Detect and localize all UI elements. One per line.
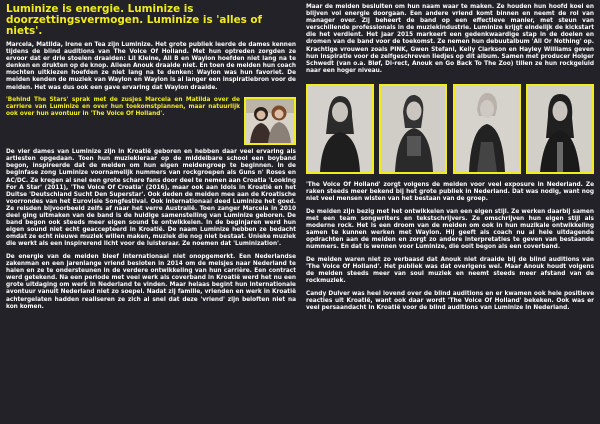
left-column bbox=[6, 0, 296, 316]
anouk-paragraph: De meiden waren niet zo verbaasd dat Anouk niet draaide bij de blind auditions van 'The Voice Of Holland'. Het publiek was dat overigens wel. Maar Anouk houdt volgens de meiden steeds meer van soul muziek en neemt steeds meer afstand van de rockmuziek. bbox=[306, 256, 594, 285]
netherlands-paragraph: De energie van de meiden bleef internationaal niet onopgemerkt. Een Nederlandse zakenman en een jarenlange vriend besloten in 2014 om de meisjes naar Nederland te halen en ze te ondersteunen in de verdere ontwikkeling van hun carrière. Een contract werd getekend. Na een periode met veel werk als coverband in Kroatië werd het nu een grote uitdaging om werk in Nederland te vinden. Maar helaas begint hun internationale avontuur vanuit Nederland niet zo soepel. Nadat zij familie, vrienden en werk in Kroatië achtergelaten hadden realiseren ze zich al snel dat deze 'vriend' zijn beloften niet na kon komen. bbox=[6, 253, 296, 310]
reactions-paragraph: Candy Dulver was heel lovend over de blind auditions en er kwamen ook hele positieve reacties uit Kroatië, want ook daar wordt 'The Voice Of Holland' bekeken. Ook was er veel persaandacht in Kroatië voor de blind auditions van Luminize in Nederland. bbox=[306, 290, 594, 311]
album-paragraph: Maar de meiden besluiten om hun naam waar te maken. Ze houden hun hoofd koel en blijven vol energie doorgaan. Een andere vriend komt binnen en neemt de rol van manager over. Zij beheert de band op een effectieve manier, met steun van verschillende professionals in de muziekindustrie. Luminize krijgt eindelijk de kickstart die het verdient. Het jaar 2015 markeert een gedenkwaardige stap in de doelen en dromen van de band voor de toekomst. Ze nemen hun debuutalbum 'All Or Nothing' op. Krachtige vrouwen zoals PINK, Gwen Stefani, Kelly Clarkson en Hayley Williams geven hun inspiratie voor de zelfgeschreven liedjes op dit album. Samen met producer Holger Schwedt (van o.a. Bløf, Di-rect, Anouk en Go Back To The Zoo) tillen ze hun rockgeluid naar een hoger niveau. bbox=[306, 4, 594, 74]
sisters-photo bbox=[244, 97, 296, 145]
member-photo-2 bbox=[379, 84, 447, 174]
exposure-paragraph: 'The Voice Of Holland' zorgt volgens de meiden voor veel exposure in Nederland. Ze raken steeds meer bekend bij het grote publiek in Nederland. Dat was nodig, want nog niet veel mensen wisten van het bestaan van de groep. bbox=[306, 181, 594, 203]
feature-block bbox=[6, 97, 296, 145]
member-photo-4 bbox=[526, 84, 594, 174]
member-photos bbox=[306, 84, 594, 174]
right-column bbox=[306, 0, 594, 317]
article-title: Luminize is energie. Luminize is doorzettingsvermogen. Luminize is 'alles of niets'. bbox=[6, 3, 263, 37]
history-paragraph: De vier dames van Luminize zijn in Kroatië geboren en hebben daar veel ervaring als artiesten opgedaan. Toen hun muziekleraar op de middelbare school een boyband begon, inspireerde dat de meiden om hun eigen meidengroep te beginnen. In de beginfase zong Luminize voornamelijk nummers van rockgroepen als Guns n' Roses en AC/DC. Ze kregen al snel een grote schare fans door deel te nemen aan Croatia 'Looking For A Star' (2011), 'The Voice Of Croatia' (2016), maar ook aan Idols in Kroatië en het Duitse 'Deutschland Sucht Den Superstar'. Ook deden de meiden mee aan de Kroatische voorrondes van het Eurovisie Songfestival. Ook internationaal deed Luminize het goed. Ze reisden bijvoorbeeld zelfs af naar het verre Australië. Toen zanger Marcela in 2010 deel ging uitmaken van de band is de huidige samenstelling van Luminize geboren. De band begon ook steeds meer eigen sound te ontwikkelen. In de beginjaren werd hun eigen sound niet echt geaccepteerd in Kroatië. De naam Luminize hebben ze bedacht omdat ze echt nieuwe muziek willen maken, muziek die nog niet bestaat. Unieke muziek die werkt als een inspirerend licht voor de luisteraar. Ze noemen dat 'Luminization'. bbox=[6, 149, 296, 248]
style-paragraph: De meiden zijn bezig met het ontwikkelen van een eigen stijl. Ze werken daarbij samen met een team songwriters en tekstschrijvers. Ze omschrijven hun eigen stijl als moderne rock. Het is een droom van de meiden om ook in hun muzikale ontwikkeling samen te kunnen werken met Waylon. Hij geeft als coach nu al hele uitdagende opdrachten aan de meiden en zorgt zo andere interpretaties te geven van bestaande nummers. En dat is wennen voor Luminize, die ooit begon als een coverband. bbox=[306, 208, 594, 251]
intro-paragraph: Marcela, Matilda, Irene en Tea zijn Luminize. Het grote publiek leerde de dames kennen tijdens de blind auditions van The Voice Of Holland. Met hun optreden zorgden ze ervoor dat er drie stoelen draaiden: Lil Kleine, Ali B en Waylon hoefden niet lang na te denken en drukten op de knop. Alleen Anouk draaide niet. En toen de meiden hun coach mochten uitkiezen hoefden ze niet lang na te denken: Waylon was hun favoriet. De meiden kenden de muziek van Waylon en Waylon is al langer een inspiratiebron voor de meiden. Het was dus ook een gave ervaring dat Waylon draaide. bbox=[6, 42, 297, 91]
member-photo-3 bbox=[453, 84, 521, 174]
feature-text: 'Behind The Stars' sprak met de zusjes Marcela en Matilda over de carriere van Luminize en over hun toekomstplannen, maar natuurlijk ook over hun avontuur in 'The Voice Of Holland'. bbox=[6, 97, 240, 118]
member-photo-1 bbox=[306, 84, 374, 174]
